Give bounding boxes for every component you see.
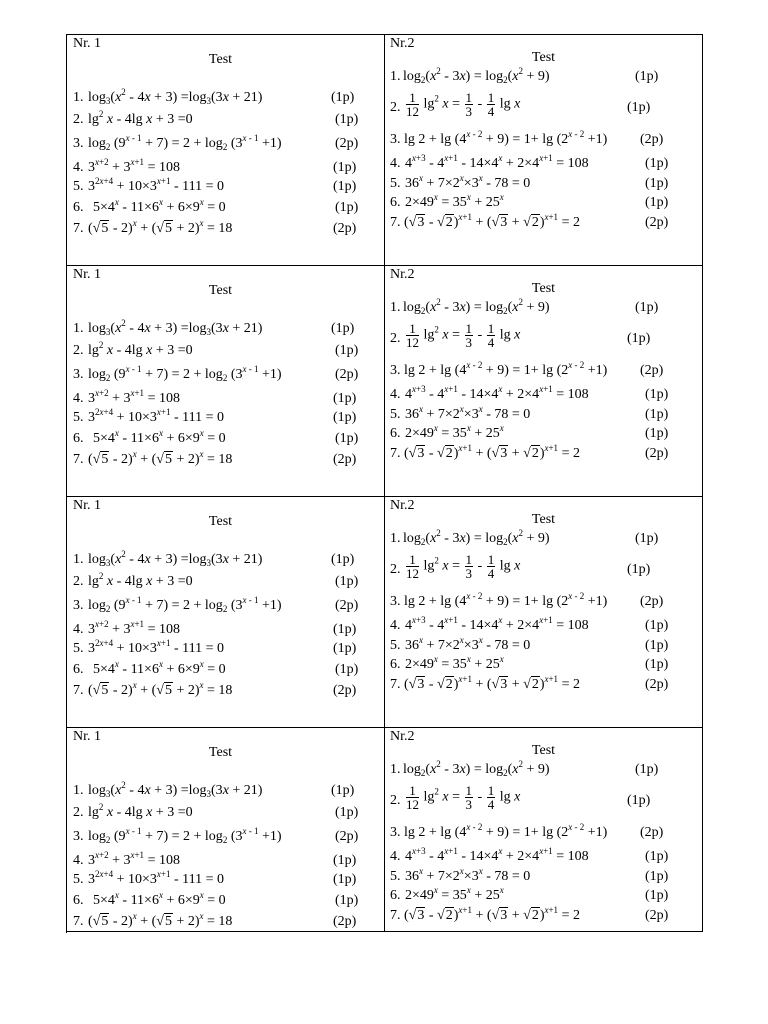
problem-number: 2. [390,100,401,115]
problem-number: 6. [390,657,401,672]
problem-points: (1p) [645,387,669,402]
problem-points: (1p) [635,531,659,546]
problem-points: (1p) [333,179,357,194]
problem-number: 3. [73,367,84,382]
problem-number: 1. [73,321,84,336]
test-card-nr2: Nr.2 Test 1. $\log_2(x^2 - 3x) = \log_2(x^2 + 9)$ (1p) 2. $\frac{1}{12}$ $\lg^2 x$ = $\frac{1}{3}$ - $\frac{1}{4}$ lg x (1p) 3. $\lg 2 + \lg (4^{x - 2} + 9) = 1+ \lg (2^{x - 2} +1)$ (2p) 4. $4^{x+3} - 4^{x+1} - 14\times 4^x + 2\times 4^{x+1} = 108$ (1p) 5. $36^x + 7\times 2^x\times 3^x - 78 = 0$ (1p) 6. $2\times 49^x = 35^x + 25^x$ (1p) 7. $(√3 - √2)^{x+1} + (√3 + √2)^{x+1} = 2$ (2p) [385,497,703,728]
problem-number: 1. [73,783,84,798]
problem-points: (1p) [333,853,357,868]
problem-number: 6. [73,200,84,215]
problem-number: 7. [390,215,401,230]
card-number: Nr. 1 [73,498,101,513]
problem-points: (2p) [335,136,359,151]
problem-number: 7. [390,908,401,923]
card-title: Test [208,745,233,760]
card-number: Nr.2 [390,36,415,51]
problem-points: (1p) [335,200,359,215]
problem-number: 1. [390,69,401,84]
problem-points: (2p) [335,829,359,844]
problem-number: 3. [73,136,84,151]
problem-points: (2p) [645,677,669,692]
problem-number: 3. [390,594,401,609]
problem-points: (1p) [627,331,651,346]
problem-number: 5. [73,641,84,656]
problem-number: 3. [390,132,401,147]
problem-number: 6. [73,431,84,446]
problem-points: (1p) [635,300,659,315]
problem-number: 2. [390,793,401,808]
problem-number: 1. [390,531,401,546]
problem-number: 1. [73,90,84,105]
problem-points: (1p) [627,100,651,115]
problem-number: 2. [73,112,84,127]
test-card-nr1: Nr. 1 Test 1. $\log_3(x^2 - 4x + 3) =\log_3(3x + 21)$ (1p) 2. $\lg^2 x - 4\lg$ x + 3 =0 (1p) 3. $\log_2 (9^{x - 1} + 7) = 2 + \log_2 (3^{x - 1} +1)$ (2p) 4. $3^{x+2} + 3^{x+1} = 108$ (1p) 5. $3^{2x+4} + 10\times 3^{x+1} - 111 = 0$ (1p) 6. $5\times 4^x - 11\times 6^x + 6\times 9^x = 0$ (1p) 7. $(√5 - 2)^x + (√5 + 2)^x = 18$ (2p) [67,497,385,728]
problem-points: (2p) [640,825,664,840]
card-title: Test [531,512,556,527]
card-row [67,266,703,497]
problem-number: 4. [390,849,401,864]
problem-points: (1p) [335,662,359,677]
problem-number: 6. [73,662,84,677]
problem-number: 7. [390,446,401,461]
problem-number: 4. [73,853,84,868]
problem-number: 4. [390,387,401,402]
problem-number: 7. [73,452,84,467]
problem-number: 2. [390,562,401,577]
problem-number: 1. [390,762,401,777]
problem-points: (1p) [645,849,669,864]
problem-2: 2. $\frac{1}{12}$ $\lg^2 x$ = $\frac{1}{3}$ - $\frac{1}{4}$ lg x (1p) [390,321,651,350]
test-cards-grid [66,34,703,933]
problem-points: (2p) [333,452,357,467]
problem-number: 5. [73,179,84,194]
problem-number: 3. [73,829,84,844]
problem-points: (1p) [335,893,359,908]
card-number: Nr.2 [390,267,415,282]
problem-points: (1p) [333,641,357,656]
problem-number: 4. [73,391,84,406]
problem-points: (1p) [645,176,669,191]
problem-points: (2p) [335,367,359,382]
problem-number: 4. [390,156,401,171]
problem-points: (2p) [645,446,669,461]
problem-points: (1p) [333,160,357,175]
test-card-nr1: Nr. 1 Test 1. $\log_3(x^2 - 4x + 3) =\log_3(3x + 21)$ (1p) 2. $\lg^2 x - 4\lg$ x + 3 =0 (1p) 3. $\log_2 (9^{x - 1} + 7) = 2 + \log_2 (3^{x - 1} +1)$ (2p) 4. $3^{x+2} + 3^{x+1} = 108$ (1p) 5. $3^{2x+4} + 10\times 3^{x+1} - 111 = 0$ (1p) 6. $5\times 4^x - 11\times 6^x + 6\times 9^x = 0$ (1p) 7. $(√5 - 2)^x + (√5 + 2)^x = 18$ (2p) [67,728,385,932]
problem-points: (2p) [335,598,359,613]
problem-points: (1p) [333,410,357,425]
test-card-nr2: Nr.2 Test 1. $\log_2(x^2 - 3x) = \log_2(x^2 + 9)$ (1p) 2. $\frac{1}{12}$ $\lg^2 x$ = $\frac{1}{3}$ - $\frac{1}{4}$ lg x (1p) 3. $\lg 2 + \lg (4^{x - 2} + 9) = 1+ \lg (2^{x - 2} +1)$ (2p) 4. $4^{x+3} - 4^{x+1} - 14\times 4^x + 2\times 4^{x+1} = 108$ (1p) 5. $36^x + 7\times 2^x\times 3^x - 78 = 0$ (1p) 6. $2\times 49^x = 35^x + 25^x$ (1p) 7. $(√3 - √2)^{x+1} + (√3 + √2)^{x+1} = 2$ (2p) [385,35,703,266]
card-title: Test [531,743,556,758]
problem-points: (1p) [331,552,355,567]
card-row [67,35,703,266]
problem-points: (1p) [333,622,357,637]
problem-points: (2p) [333,914,357,929]
test-card-nr2: Nr.2 Test 1. $\log_2(x^2 - 3x) = \log_2(x^2 + 9)$ (1p) 2. $\frac{1}{12}$ $\lg^2 x$ = $\frac{1}{3}$ - $\frac{1}{4}$ lg x (1p) 3. $\lg 2 + \lg (4^{x - 2} + 9) = 1+ \lg (2^{x - 2} +1)$ (2p) 4. $4^{x+3} - 4^{x+1} - 14\times 4^x + 2\times 4^{x+1} = 108$ (1p) 5. $36^x + 7\times 2^x\times 3^x - 78 = 0$ (1p) 6. $2\times 49^x = 35^x + 25^x$ (1p) 7. $(√3 - √2)^{x+1} + (√3 + √2)^{x+1} = 2$ (2p) [385,728,703,932]
test-card-nr1: Nr. 1 Test 1. $\log_3(x^2 - 4x + 3) =\log_3(3x + 21)$ (1p) 2. $\lg^2 x - 4\lg$ x + 3 =0 (1p) 3. $\log_2 (9^{x - 1} + 7) = 2 + \log_2 (3^{x - 1} +1)$ (2p) 4. $3^{x+2} + 3^{x+1} = 108$ (1p) 5. $3^{2x+4} + 10\times 3^{x+1} - 111 = 0$ (1p) 6. $5\times 4^x - 11\times 6^x + 6\times 9^x = 0$ (1p) 7. $(√5 - 2)^x + (√5 + 2)^x = 18$ (2p) [67,35,385,266]
problem-points: (1p) [331,783,355,798]
test-card-nr2: Nr.2 Test 1. $\log_2(x^2 - 3x) = \log_2(x^2 + 9)$ (1p) 2. $\frac{1}{12}$ $\lg^2 x$ = $\frac{1}{3}$ - $\frac{1}{4}$ lg x (1p) 3. $\lg 2 + \lg (4^{x - 2} + 9) = 1+ \lg (2^{x - 2} +1)$ (2p) 4. $4^{x+3} - 4^{x+1} - 14\times 4^x + 2\times 4^{x+1} = 108$ (1p) 5. $36^x + 7\times 2^x\times 3^x - 78 = 0$ (1p) 6. $2\times 49^x = 35^x + 25^x$ (1p) 7. $(√3 - √2)^{x+1} + (√3 + √2)^{x+1} = 2$ (2p) [385,266,703,497]
problem-points: (2p) [640,363,664,378]
problem-number: 2. [73,805,84,820]
problem-number: 5. [73,410,84,425]
problem-points: (1p) [645,888,669,903]
problem-number: 6. [390,426,401,441]
problem-number: 3. [390,363,401,378]
card-number: Nr. 1 [73,36,101,51]
problem-number: 7. [73,683,84,698]
problem-points: (1p) [333,391,357,406]
problem-number: 3. [390,825,401,840]
problem-points: (1p) [645,407,669,422]
problem-number: 6. [390,195,401,210]
problem-points: (1p) [333,872,357,887]
card-title: Test [208,283,233,298]
problem-number: 7. [73,914,84,929]
problem-points: (1p) [635,69,659,84]
card-row [67,497,703,728]
card-row [67,728,703,932]
problem-points: (1p) [335,805,359,820]
problem-number: 7. [390,677,401,692]
problem-points: (1p) [645,156,669,171]
problem-points: (2p) [640,132,664,147]
problem-points: (1p) [335,431,359,446]
problem-number: 4. [73,160,84,175]
problem-points: (1p) [335,112,359,127]
problem-number: 3. [73,598,84,613]
problem-2: 2. $\frac{1}{12}$ $\lg^2 x$ = $\frac{1}{3}$ - $\frac{1}{4}$ lg x (1p) [390,552,651,581]
card-number: Nr.2 [390,729,415,744]
problem-number: 5. [390,176,401,191]
card-title: Test [531,281,556,296]
card-title: Test [208,514,233,529]
problem-number: 2. [73,574,84,589]
problem-number: 1. [73,552,84,567]
problem-number: 1. [390,300,401,315]
problem-number: 4. [390,618,401,633]
problem-points: (1p) [635,762,659,777]
problem-number: 7. [73,221,84,236]
problem-points: (1p) [331,90,355,105]
card-number: Nr. 1 [73,267,101,282]
card-number: Nr.2 [390,498,415,513]
problem-points: (1p) [645,426,669,441]
problem-points: (2p) [640,594,664,609]
problem-points: (2p) [333,683,357,698]
problem-points: (1p) [627,562,651,577]
problem-points: (2p) [333,221,357,236]
card-title: Test [208,52,233,67]
test-card-nr1: Nr. 1 Test 1. $\log_3(x^2 - 4x + 3) =\log_3(3x + 21)$ (1p) 2. $\lg^2 x - 4\lg$ x + 3 =0 (1p) 3. $\log_2 (9^{x - 1} + 7) = 2 + \log_2 (3^{x - 1} +1)$ (2p) 4. $3^{x+2} + 3^{x+1} = 108$ (1p) 5. $3^{2x+4} + 10\times 3^{x+1} - 111 = 0$ (1p) 6. $5\times 4^x - 11\times 6^x + 6\times 9^x = 0$ (1p) 7. $(√5 - 2)^x + (√5 + 2)^x = 18$ (2p) [67,266,385,497]
problem-number: 2. [390,331,401,346]
problem-number: 2. [73,343,84,358]
card-title: Test [531,50,556,65]
problem-points: (2p) [645,215,669,230]
problem-points: (1p) [335,343,359,358]
problem-number: 5. [390,869,401,884]
card-number: Nr. 1 [73,729,101,744]
problem-points: (1p) [335,574,359,589]
problem-number: 6. [390,888,401,903]
problem-points: (2p) [645,908,669,923]
problem-points: (1p) [645,657,669,672]
problem-number: 5. [73,872,84,887]
problem-points: (1p) [645,618,669,633]
problem-points: (1p) [645,195,669,210]
problem-2: 2. $\frac{1}{12}$ $\lg^2 x$ = $\frac{1}{3}$ - $\frac{1}{4}$ lg x (1p) [390,90,651,119]
problem-2: 2. $\frac{1}{12}$ $\lg^2 x$ = $\frac{1}{3}$ - $\frac{1}{4}$ lg x (1p) [390,783,651,812]
problem-points: (1p) [645,638,669,653]
problem-number: 5. [390,638,401,653]
problem-points: (1p) [645,869,669,884]
problem-number: 6. [73,893,84,908]
problem-number: 4. [73,622,84,637]
problem-points: (1p) [331,321,355,336]
problem-number: 5. [390,407,401,422]
problem-points: (1p) [627,793,651,808]
